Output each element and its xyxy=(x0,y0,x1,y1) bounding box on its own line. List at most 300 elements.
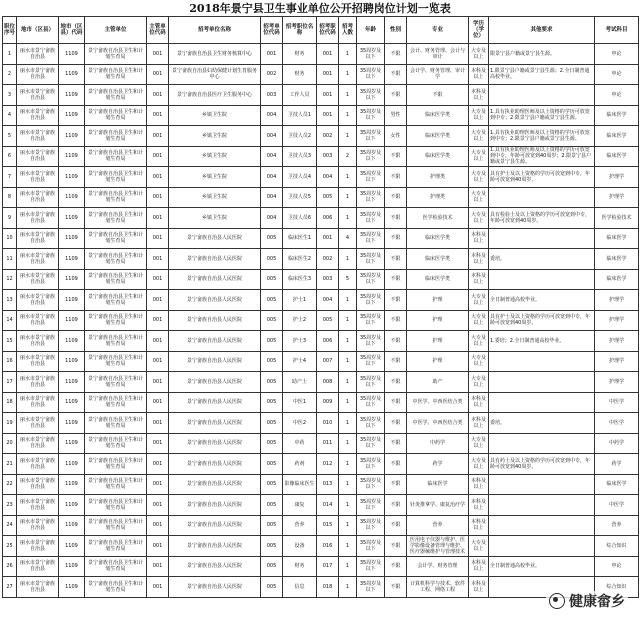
column-header: 职位序号 xyxy=(3,17,17,44)
table-cell: 16 xyxy=(3,351,17,372)
table-cell: 1 xyxy=(339,556,357,577)
table-cell: 1 xyxy=(339,536,357,557)
table-row xyxy=(3,126,639,147)
table-cell: 景宁畲族自治县卫生和计划生育局 xyxy=(85,433,147,454)
table-cell: 景宁畲族自治县卫生和计划生育局 xyxy=(85,187,147,208)
column-header: 学历（学位） xyxy=(469,17,489,44)
table-cell: 不限 xyxy=(385,310,407,331)
table-cell: 005 xyxy=(261,249,283,270)
table-cell: 本科及以上 xyxy=(469,474,489,495)
table-cell: 1 xyxy=(339,64,357,85)
table-cell: 丽水市景宁畲族自治县 xyxy=(17,372,59,393)
table-cell: 001 xyxy=(147,536,169,557)
table-cell: 景宁畲族自治县卫生和计划生育局 xyxy=(85,146,147,167)
table-row xyxy=(3,269,639,290)
table-cell: 景宁畲族自治县卫生和计划生育局 xyxy=(85,249,147,270)
table-row xyxy=(3,290,639,311)
table-row xyxy=(3,64,639,85)
table-cell: 003 xyxy=(317,269,339,290)
table-cell: 35周岁及以下 xyxy=(357,228,385,249)
table-cell xyxy=(489,85,595,106)
table-row xyxy=(3,556,639,577)
table-cell: 丽水市景宁畲族自治县 xyxy=(17,433,59,454)
table-cell: 001 xyxy=(147,495,169,516)
table-cell: 21 xyxy=(3,454,17,475)
table-cell: 丽水市景宁畲族自治县 xyxy=(17,228,59,249)
table-cell: 005 xyxy=(317,310,339,331)
table-cell: 委培。 xyxy=(489,413,595,434)
table-cell: 不限 xyxy=(385,413,407,434)
table-cell: 001 xyxy=(147,105,169,126)
table-cell: 不限 xyxy=(385,433,407,454)
table-cell: 卫技人员6 xyxy=(283,208,317,229)
table-cell: 1109 xyxy=(59,351,85,372)
table-cell: 临床医学 xyxy=(595,146,639,167)
table-cell: 景宁畲族自治县人民医院 xyxy=(169,351,261,372)
table-cell xyxy=(489,187,595,208)
table-cell: 001 xyxy=(147,433,169,454)
table-cell: 卫技人员1 xyxy=(283,105,317,126)
table-cell: 女性 xyxy=(385,126,407,147)
table-cell: 1109 xyxy=(59,454,85,475)
table-cell: 1.委培；2.全日制普通高校毕业。 xyxy=(489,331,595,352)
table-cell: 丽水市景宁畲族自治县 xyxy=(17,167,59,188)
table-cell: 1.具有执业助理医师及以上资格的学历可放宽到中专；2.限景宁县户籍或景宁县生源。 xyxy=(489,126,595,147)
table-cell: 23 xyxy=(3,495,17,516)
table-cell: 护理 xyxy=(407,290,469,311)
table-row xyxy=(3,85,639,106)
table-cell: 1 xyxy=(339,577,357,598)
table-cell: 007 xyxy=(317,351,339,372)
table-cell: 中医学 xyxy=(595,495,639,516)
table-cell: 大专及以上 xyxy=(469,44,489,65)
table-cell: 009 xyxy=(317,392,339,413)
table-cell: 丽水市景宁畲族自治县 xyxy=(17,105,59,126)
table-row xyxy=(3,331,639,352)
table-cell: 中医学 xyxy=(595,392,639,413)
column-header: 地市（区县） xyxy=(17,17,59,44)
table-cell: 1 xyxy=(339,105,357,126)
table-cell: 35周岁及以下 xyxy=(357,269,385,290)
table-cell: 001 xyxy=(147,310,169,331)
table-cell: 本科及以上 xyxy=(469,413,489,434)
table-cell: 助产 xyxy=(407,372,469,393)
table-cell: 010 xyxy=(317,413,339,434)
table-cell: 1109 xyxy=(59,126,85,147)
table-row xyxy=(3,310,639,331)
table-cell: 景宁畲族自治县人民医院 xyxy=(169,269,261,290)
table-cell: 景宁畲族自治县人民医院 xyxy=(169,474,261,495)
table-cell: 004 xyxy=(261,167,283,188)
table-cell xyxy=(489,474,595,495)
table-cell: 4 xyxy=(3,105,17,126)
table-cell: 乡镇卫生院 xyxy=(169,167,261,188)
table-cell: 大专及以上 xyxy=(469,331,489,352)
table-cell: 不限 xyxy=(385,556,407,577)
table-cell: 002 xyxy=(261,64,283,85)
table-cell: 景宁畲族自治县人民医院 xyxy=(169,515,261,536)
table-cell: 护士1 xyxy=(283,290,317,311)
table-cell: 中药学 xyxy=(595,433,639,454)
table-cell: 景宁畲族自治县人民医院 xyxy=(169,577,261,598)
table-cell: 景宁畲族自治县卫生和计划生育局 xyxy=(85,577,147,598)
wechat-icon xyxy=(549,593,565,609)
column-header: 其他要求 xyxy=(489,17,595,44)
table-cell: 1 xyxy=(339,433,357,454)
table-cell: 景宁畲族自治县卫生和计划生育局 xyxy=(85,454,147,475)
table-cell: 001 xyxy=(147,515,169,536)
table-cell: 不限 xyxy=(385,269,407,290)
table-cell: 护士2 xyxy=(283,310,317,331)
column-header: 招考职位名称 xyxy=(283,17,317,44)
table-cell: 1109 xyxy=(59,413,85,434)
table-cell xyxy=(489,495,595,516)
table-cell: 001 xyxy=(147,269,169,290)
table-cell: 不限 xyxy=(385,577,407,598)
table-cell: 005 xyxy=(261,454,283,475)
table-cell: 景宁畲族自治县卫生和计划生育局 xyxy=(85,290,147,311)
column-header: 招考职位代码 xyxy=(317,17,339,44)
table-cell: 1109 xyxy=(59,249,85,270)
table-cell: 35周岁及以下 xyxy=(357,392,385,413)
table-cell: 不限 xyxy=(385,146,407,167)
table-cell: 18 xyxy=(3,392,17,413)
table-cell: 不限 xyxy=(385,454,407,475)
table-cell: 财务 xyxy=(283,44,317,65)
table-cell: 护理类 xyxy=(407,187,469,208)
table-cell: 001 xyxy=(147,146,169,167)
table-cell: 景宁畲族自治县卫生和计划生育局 xyxy=(85,351,147,372)
table-cell: 1109 xyxy=(59,433,85,454)
table-cell: 丽水市景宁畲族自治县 xyxy=(17,208,59,229)
table-cell: 不限 xyxy=(385,167,407,188)
table-cell: 针灸推拿学、康复治疗学 xyxy=(407,495,469,516)
table-cell: 景宁畲族自治县卫生和计划生育局 xyxy=(85,495,147,516)
column-header: 性别 xyxy=(385,17,407,44)
table-cell: 001 xyxy=(317,105,339,126)
table-cell: 景宁畲族自治县人民医院 xyxy=(169,495,261,516)
column-header: 主管单位代码 xyxy=(147,17,169,44)
table-cell: 001 xyxy=(261,44,283,65)
table-cell: 临床医学类 xyxy=(407,269,469,290)
table-cell: 1 xyxy=(339,208,357,229)
table-cell: 1.具有执业助理医师及以上资格的学历可放宽到中专，年龄可放宽到40周岁；2.限景宁县户籍或景宁县生源。 xyxy=(489,146,595,167)
table-cell: 7 xyxy=(3,167,17,188)
table-cell: 临床医学类 xyxy=(407,126,469,147)
table-cell: 9 xyxy=(3,208,17,229)
table-cell: 005 xyxy=(261,474,283,495)
table-cell: 1109 xyxy=(59,577,85,598)
table-row xyxy=(3,44,639,65)
table-cell: 001 xyxy=(317,64,339,85)
table-cell: 本科及以上 xyxy=(469,515,489,536)
table-cell: 景宁畲族自治县卫生和计划生育局 xyxy=(85,44,147,65)
table-cell: 26 xyxy=(3,556,17,577)
table-cell: 001 xyxy=(147,290,169,311)
table-cell: 本科及以上 xyxy=(469,556,489,577)
table-cell: 本科及以上 xyxy=(469,85,489,106)
watermark xyxy=(546,591,628,611)
table-cell: 1109 xyxy=(59,187,85,208)
table-cell: 1109 xyxy=(59,208,85,229)
table-cell: 35周岁及以下 xyxy=(357,290,385,311)
table-cell: 临床医学 xyxy=(407,474,469,495)
table-cell: 大专及以上 xyxy=(469,126,489,147)
table-cell: 景宁畲族自治县卫生和计划生育局 xyxy=(85,269,147,290)
table-cell: 丽水市景宁畲族自治县 xyxy=(17,577,59,598)
table-row xyxy=(3,105,639,126)
table-cell: 大专及以上 xyxy=(469,105,489,126)
table-cell: 35周岁及以下 xyxy=(357,495,385,516)
table-cell: 景宁畲族自治县卫生和计划生育局 xyxy=(85,228,147,249)
table-cell: 1109 xyxy=(59,228,85,249)
table-cell: 乡镇卫生院 xyxy=(169,126,261,147)
header-row xyxy=(3,17,639,44)
table-cell: 016 xyxy=(317,536,339,557)
table-cell: 不限 xyxy=(385,290,407,311)
table-cell: 护理学 xyxy=(595,372,639,393)
table-cell: 013 xyxy=(317,474,339,495)
table-row xyxy=(3,495,639,516)
table-cell: 35周岁及以下 xyxy=(357,105,385,126)
column-header: 招考单位名称 xyxy=(169,17,261,44)
table-cell: 医用电子仪器与维护、医学影像设备管理与维护、医疗器械维护与管理技术 xyxy=(407,536,469,557)
table-cell: 1 xyxy=(339,351,357,372)
table-cell: 本科及以上 xyxy=(469,392,489,413)
table-cell xyxy=(489,536,595,557)
table-cell: 35周岁及以下 xyxy=(357,474,385,495)
table-cell: 005 xyxy=(261,331,283,352)
table-cell: 006 xyxy=(317,331,339,352)
table-cell: 001 xyxy=(147,208,169,229)
table-cell: 临床医学 xyxy=(595,105,639,126)
table-cell: 具有护士及以上资格的学历可放宽到中专，年龄可放宽到40周岁。 xyxy=(489,167,595,188)
table-row xyxy=(3,454,639,475)
table-cell: 委培。 xyxy=(489,249,595,270)
table-cell: 工作人员 xyxy=(283,85,317,106)
table-cell: 14 xyxy=(3,310,17,331)
table-cell: 助产士 xyxy=(283,372,317,393)
table-cell: 申论 xyxy=(595,85,639,106)
table-cell: 康复 xyxy=(283,495,317,516)
table-cell: 1 xyxy=(339,310,357,331)
table-cell: 005 xyxy=(261,556,283,577)
table-cell: 35周岁及以下 xyxy=(357,433,385,454)
table-cell: 设备 xyxy=(283,536,317,557)
column-header: 主管单位 xyxy=(85,17,147,44)
table-cell: 临床医学 xyxy=(595,228,639,249)
table-cell: 24 xyxy=(3,515,17,536)
table-cell: 1109 xyxy=(59,372,85,393)
table-cell: 临床医学类 xyxy=(407,146,469,167)
table-cell: 景宁畲族自治县卫生和计划生育局 xyxy=(85,126,147,147)
table-cell: 景宁畲族自治县人民医院 xyxy=(169,249,261,270)
table-cell: 35周岁及以下 xyxy=(357,577,385,598)
table-cell: 临床医学类 xyxy=(407,228,469,249)
table-cell: 001 xyxy=(317,44,339,65)
table-cell: 药剂 xyxy=(283,454,317,475)
table-cell: 具有检验士及以上资格的学历可放宽到中专，年龄可放宽到40周岁。 xyxy=(489,208,595,229)
table-cell: 会计学、财务管理 xyxy=(407,556,469,577)
table-cell: 001 xyxy=(147,167,169,188)
table-cell: 乡镇卫生院 xyxy=(169,146,261,167)
table-cell: 1109 xyxy=(59,167,85,188)
table-cell: 丽水市景宁畲族自治县 xyxy=(17,474,59,495)
table-cell: 1 xyxy=(339,454,357,475)
table-cell: 002 xyxy=(317,126,339,147)
table-cell xyxy=(489,228,595,249)
table-cell: 中医学、中西医结合类 xyxy=(407,413,469,434)
table-row xyxy=(3,536,639,557)
table-cell: 005 xyxy=(261,351,283,372)
table-row xyxy=(3,392,639,413)
table-cell: 丽水市景宁畲族自治县 xyxy=(17,454,59,475)
table-cell: 景宁畲族自治县卫生和计划生育局 xyxy=(85,515,147,536)
table-cell: 景宁畲族自治县人民医院 xyxy=(169,454,261,475)
table-cell: 001 xyxy=(147,85,169,106)
table-cell: 大专及以上 xyxy=(469,433,489,454)
table-cell: 会计、财务管理、会计与审计 xyxy=(407,44,469,65)
table-cell: 005 xyxy=(261,228,283,249)
table-cell: 1109 xyxy=(59,392,85,413)
table-cell: 临床医学 xyxy=(595,126,639,147)
table-cell: 6 xyxy=(3,146,17,167)
table-cell: 8 xyxy=(3,187,17,208)
table-cell: 005 xyxy=(261,433,283,454)
table-cell: 12 xyxy=(3,269,17,290)
table-row xyxy=(3,351,639,372)
column-header: 考试科目 xyxy=(595,17,639,44)
table-cell: 景宁畲族自治县卫生和计划生育局 xyxy=(85,536,147,557)
table-cell: 中医1 xyxy=(283,392,317,413)
table-cell: 医学检验技术 xyxy=(407,208,469,229)
table-cell: 景宁畲族自治县卫生和计划生育局 xyxy=(85,105,147,126)
table-cell: 医学检验技术 xyxy=(595,208,639,229)
table-cell: 具有药士及以上资格的学历可放宽到中专，年龄可放宽到40周岁。 xyxy=(489,454,595,475)
table-cell: 丽水市景宁畲族自治县 xyxy=(17,85,59,106)
table-cell: 35周岁及以下 xyxy=(357,85,385,106)
table-cell: 35周岁及以下 xyxy=(357,126,385,147)
table-cell: 不限 xyxy=(385,208,407,229)
table-cell: 1 xyxy=(339,44,357,65)
table-cell: 012 xyxy=(317,454,339,475)
table-cell: 001 xyxy=(147,372,169,393)
table-cell: 27 xyxy=(3,577,17,598)
table-cell: 35周岁及以下 xyxy=(357,331,385,352)
table-cell: 乡镇卫生院 xyxy=(169,105,261,126)
table-cell: 001 xyxy=(147,351,169,372)
table-cell: 中药 xyxy=(283,433,317,454)
table-cell: 景宁畲族自治县人民医院 xyxy=(169,228,261,249)
table-cell: 卫技人员4 xyxy=(283,167,317,188)
table-cell: 1 xyxy=(339,187,357,208)
table-cell: 丽水市景宁畲族自治县 xyxy=(17,495,59,516)
table-cell: 本科及以上 xyxy=(469,64,489,85)
table-cell: 35周岁及以下 xyxy=(357,167,385,188)
table-cell: 001 xyxy=(147,413,169,434)
table-cell: 丽水市景宁畲族自治县 xyxy=(17,44,59,65)
table-cell: 景宁畲族自治县卫生和计划生育局 xyxy=(85,556,147,577)
table-cell: 不限 xyxy=(385,392,407,413)
table-cell: 1.限景宁县户籍或景宁县生源；2.全日制普通高校毕业。 xyxy=(489,64,595,85)
table-cell: 景宁畲族自治县卫生和计划生育局 xyxy=(85,167,147,188)
table-cell: 35周岁及以下 xyxy=(357,64,385,85)
table-cell: 护士3 xyxy=(283,331,317,352)
table-cell: 35周岁及以下 xyxy=(357,515,385,536)
table-cell: 008 xyxy=(317,372,339,393)
table-cell: 005 xyxy=(317,187,339,208)
table-cell: 1 xyxy=(339,290,357,311)
table-cell: 药学 xyxy=(595,454,639,475)
table-cell: 005 xyxy=(261,515,283,536)
watermark-text: 健康畲乡 xyxy=(569,594,625,610)
table-cell: 1 xyxy=(339,85,357,106)
column-header: 地市（区县）代码 xyxy=(59,17,85,44)
table-cell: 大专及以上 xyxy=(469,167,489,188)
table-row xyxy=(3,474,639,495)
table-cell: 中医学 xyxy=(595,413,639,434)
table-cell: 卫技人员5 xyxy=(283,187,317,208)
table-cell: 002 xyxy=(317,249,339,270)
table-cell: 本科及以上 xyxy=(469,495,489,516)
table-cell: 全日制普通高校毕业。 xyxy=(489,556,595,577)
table-cell: 1 xyxy=(339,126,357,147)
table-cell: 景宁畲族自治县卫生和计划生育局 xyxy=(85,310,147,331)
table-cell: 不限 xyxy=(385,44,407,65)
table-cell: 1109 xyxy=(59,290,85,311)
table-cell: 不限 xyxy=(407,85,469,106)
table-row xyxy=(3,208,639,229)
table-cell: 大专及以上 xyxy=(469,536,489,557)
table-cell: 1109 xyxy=(59,105,85,126)
table-cell: 临床医学类 xyxy=(407,249,469,270)
table-cell: 不限 xyxy=(385,351,407,372)
column-header: 招考单位代码 xyxy=(261,17,283,44)
table-cell: 001 xyxy=(147,331,169,352)
table-cell: 1 xyxy=(339,331,357,352)
table-cell: 财务 xyxy=(283,64,317,85)
table-cell: 综合知识 xyxy=(595,577,639,598)
table-cell: 中医学、中西医结合类 xyxy=(407,392,469,413)
table-cell: 本科及以上 xyxy=(469,228,489,249)
table-cell: 护理学 xyxy=(595,310,639,331)
table-cell: 景宁畲族自治县卫生和计划生育局 xyxy=(85,392,147,413)
table-cell: 1109 xyxy=(59,536,85,557)
table-cell: 丽水市景宁畲族自治县 xyxy=(17,515,59,536)
table-cell: 017 xyxy=(317,556,339,577)
table-cell: 影像临床医生 xyxy=(283,474,317,495)
table-cell: 综合知识 xyxy=(595,536,639,557)
table-cell: 护理学 xyxy=(595,331,639,352)
table-cell: 不限 xyxy=(385,495,407,516)
table-cell: 不限 xyxy=(385,228,407,249)
table-cell: 景宁畲族自治县医疗卫生服务中心 xyxy=(169,85,261,106)
table-cell: 11 xyxy=(3,249,17,270)
table-cell: 15 xyxy=(3,331,17,352)
table-cell xyxy=(489,392,595,413)
table-cell: 药学 xyxy=(407,454,469,475)
table-cell: 临床医生1 xyxy=(283,228,317,249)
table-cell: 22 xyxy=(3,474,17,495)
table-cell: 004 xyxy=(261,208,283,229)
table-cell xyxy=(489,351,595,372)
table-cell: 丽水市景宁畲族自治县 xyxy=(17,556,59,577)
table-row xyxy=(3,577,639,598)
table-cell: 具有护士及以上资格的学历可放宽到中专，年龄可放宽到40周岁。 xyxy=(489,310,595,331)
table-cell: 35周岁及以下 xyxy=(357,536,385,557)
table-cell: 001 xyxy=(147,187,169,208)
table-cell: 014 xyxy=(317,495,339,516)
